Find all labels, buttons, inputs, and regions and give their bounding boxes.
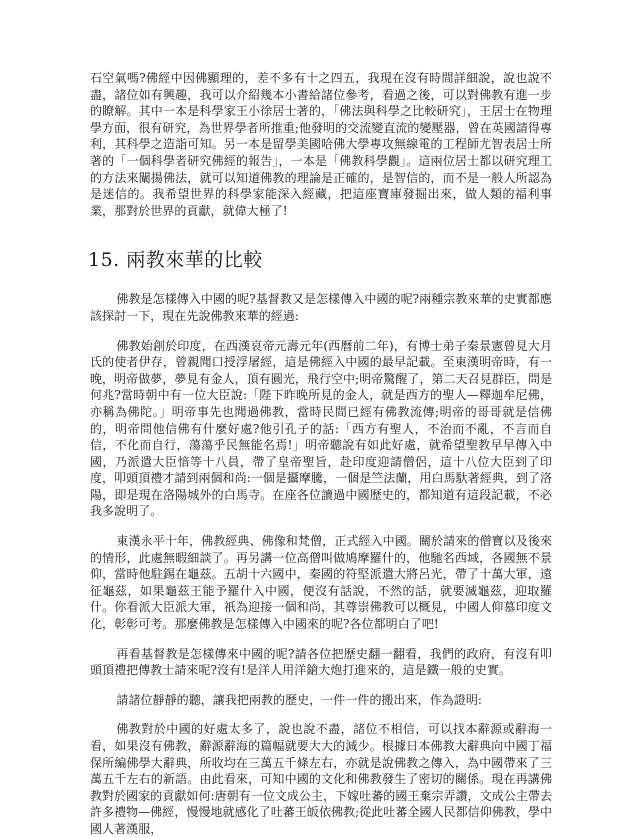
section-paragraph-1: 佛教是怎樣傳入中國的呢?基督教又是怎樣傳入中國的呢?兩種宗教來華的史實都應該探討一下，現在先說佛教來華的經過: — [90, 292, 552, 323]
section-paragraph-2: 佛教始創於印度，在西漢哀帝元壽元年(西曆前二年)，有博士弟子秦景憲曾見大月氏的使者伊存，曾親聞口授浮屠經，這是佛經入中國的最早記載。至東漢明帝時，有一晚，明帝做夢，夢見有金人，頂有圓光，飛行空中;明帝驚醒了，第二天召見群臣，問是何兆?當時朝中有一位大臣說:「陛下昨晚所見的金人，就是西方的聖人—釋迦牟尼佛，亦稱為佛陀。」明帝事先也聞過佛教，當時民間已經有佛教流傳;明帝的哥哥就是信佛的，明帝問他信佛有什麼好處?他引孔子的話:「西方有聖人，不治而不亂，不言而自信，不化而自行，蕩蕩乎民無能名焉!」明帝聽說有如此好處，就希望聖教早早傳入中國，乃派遣大臣愔等十八員，帶了皇帝聖旨，赴印度迎請僧侶，這十八位大臣到了印度，叩頭頂禮才請到兩個和尚:一個是攝摩騰，一個是竺法蘭，用白馬馱著經典，到了洛陽，即是現在洛陽城外的白馬寺。在座各位讀過中國歷史的，都知道有這段記載，不必我多說明了。 — [90, 338, 552, 519]
section-paragraph-4: 再看基督教是怎樣傳來中國的呢?請各位把歷史翻一翻看，我們的政府，有沒有叩頭頂禮把傳教士請來呢?沒有!是洋人用洋鎗大炮打進來的，這是鐵一般的史實。 — [90, 646, 552, 678]
section-paragraph-6: 佛教對於中國的好處太多了，說也說不盡，諸位不相信，可以找本辭源或辭海一看，如果沒有佛教，辭源辭海的篇幅就要大大的減少。根據日本佛教大辭典向中國丁福保所編佛學大辭典，所收均在三萬五千條左右，亦就是說佛教之傳入，為中國帶來了三萬五千左右的新語。由此看來，可知中國的文化和佛教發生了密切的關係。現在再講佛教對於國家的貢獻如何:唐朝有一位文成公主，下嫁吐蕃的國王棄宗弄讚，文成公主帶去許多禮物—佛經，慢慢地就感化了吐蕃王皈依佛教;從此吐蕃全國人民都信仰佛教，學中國人著漢服， — [90, 722, 552, 836]
section-paragraph-5: 請諸位靜靜的聽，讓我把兩教的歷史，一件一件的搬出來，作為證明: — [116, 692, 482, 707]
section-heading: 15. 兩教來華的比較 — [88, 249, 263, 272]
section-paragraph-3: 東漢永平十年，佛教經典、佛像和梵僧，正式經入中國。關於請來的僧寶以及後來的情形，此處無暇細談了。再另講一位高僧叫做鳩摩羅什的，他馳名西域，各國無不景仰，當時他駐錫在龜茲。五胡十六國中，秦國的符堅派遣大將呂光，帶了十萬大軍，遠征龜茲，如果龜茲王能予羅什入中國，便沒有話說，不然的話，就要滅龜茲，迎取羅什。你看派大臣派大軍，祇為迎接一個和尚，其尊崇佛教可以概見，中國人仰慕印度文化，彰彰可考。那麼佛教是怎樣傳入中國來的呢?各位都明白了吧! — [90, 534, 552, 632]
intro-paragraph: 石空氣嗎?佛經中因佛顯理的，差不多有十之四五，我現在沒有時間詳細說，說也說不盡，諸位如有興趣，我可以介紹幾本小書給諸位參考，看過之後，可以對佛教有進一步的瞭解。其中一本是科學家王小徐居士著的，「佛法與科學之比較研究」，王居士在物理學方面，很有研究，為世界學者所推重;他發明的交流變直流的變壓器，曾在英國請得專利，其科學之造詣可知。另一本是留學美國哈佛大學專攻無線電的工程師尤智表居士所著的「一個科學者研究佛經的報告」，一本是「佛教科學觀」。這兩位居士都以研究理工的方法來闡揚佛法，就可以知道佛教的理論是正確的，是智信的，而不是一般人所認為是迷信的。我希望世界的科學家能深入經藏，把這座寶庫發掘出來，做人類的福利事業，那對於世界的貢獻，就偉大極了! — [90, 71, 552, 218]
